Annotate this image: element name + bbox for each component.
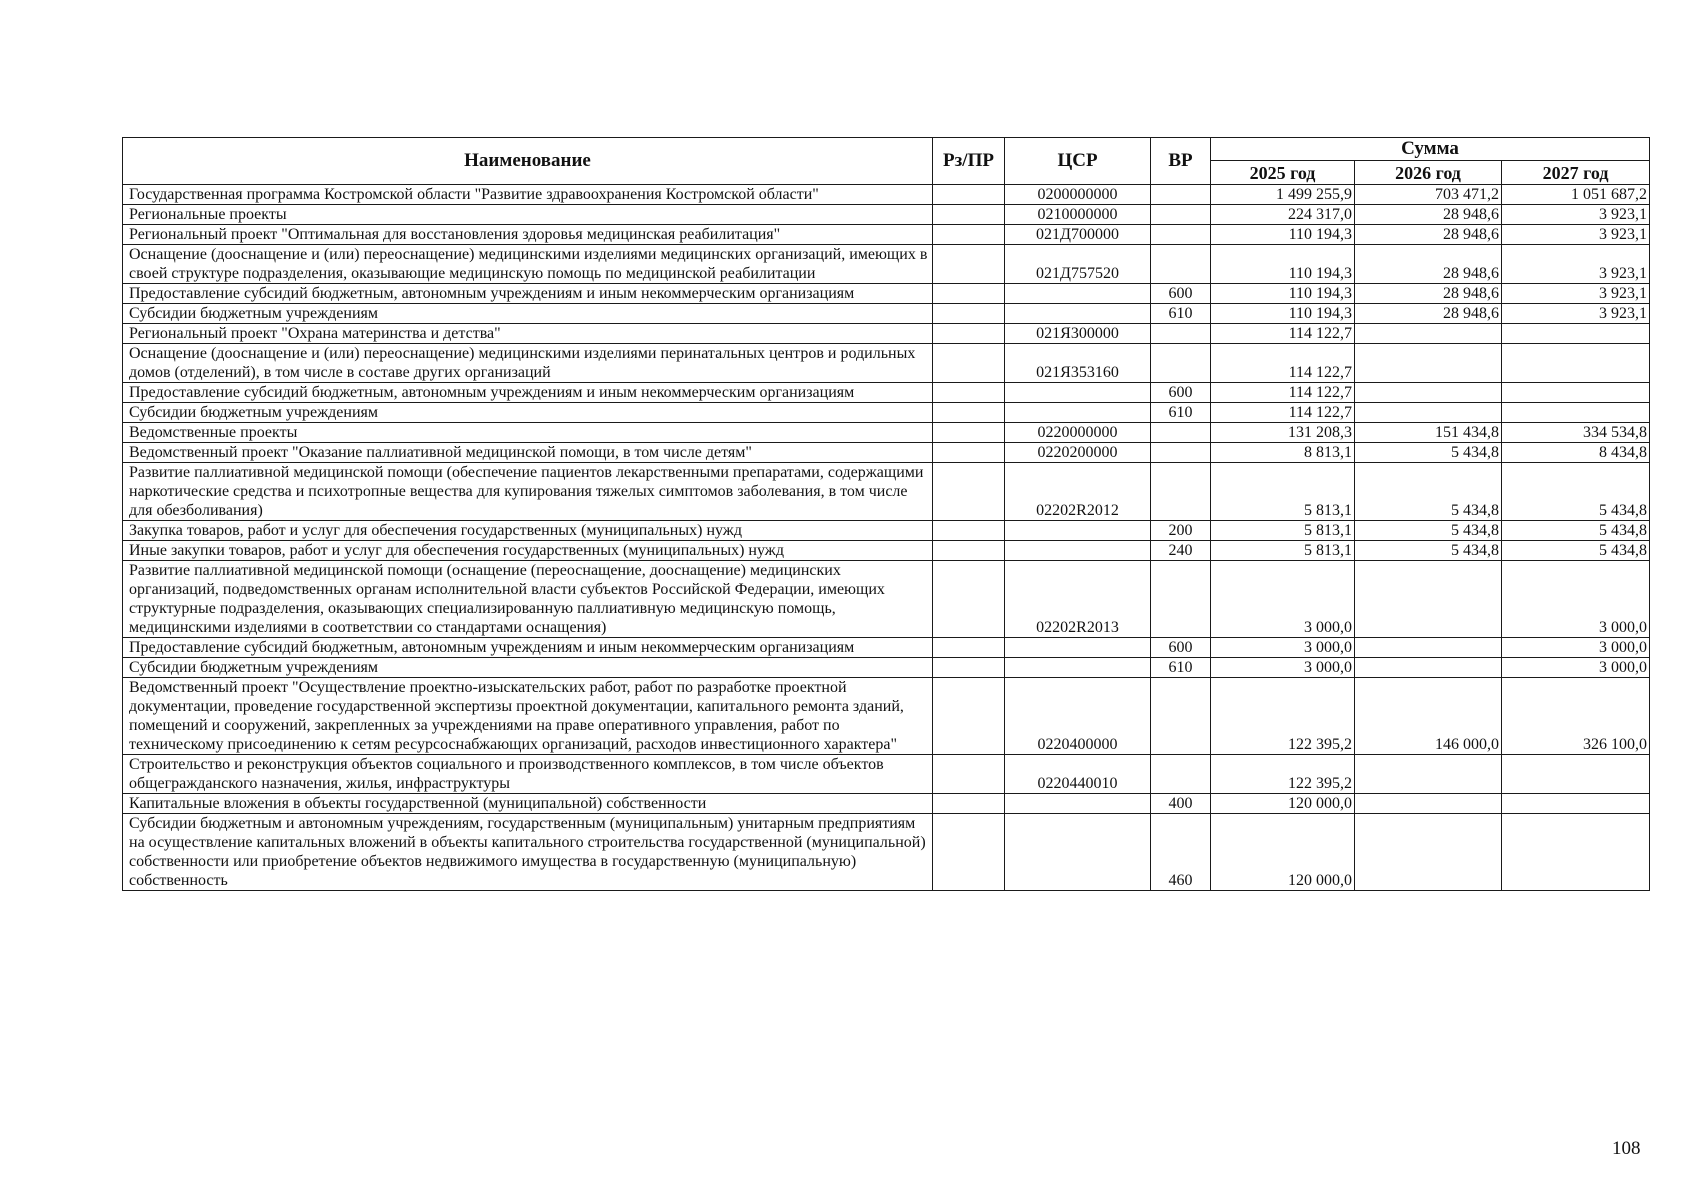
cell-2026 (1355, 324, 1502, 344)
cell-vr: 400 (1151, 794, 1211, 814)
cell-2026 (1355, 658, 1502, 678)
cell-rzpr (933, 755, 1005, 794)
cell-csr (1005, 403, 1151, 423)
cell-name: Капитальные вложения в объекты государственной (муниципальной) собственности (123, 794, 933, 814)
cell-2025: 8 813,1 (1211, 443, 1355, 463)
cell-csr: 0220400000 (1005, 678, 1151, 755)
cell-2026: 151 434,8 (1355, 423, 1502, 443)
cell-2025: 3 000,0 (1211, 638, 1355, 658)
cell-name: Региональные проекты (123, 205, 933, 225)
table-row (123, 794, 1650, 814)
cell-2025: 114 122,7 (1211, 403, 1355, 423)
cell-name: Предоставление субсидий бюджетным, автономным учреждениям и иным некоммерческим организациям (123, 284, 933, 304)
cell-name: Региональный проект "Оптимальная для восстановления здоровья медицинская реабилитация" (123, 225, 933, 245)
cell-2025: 224 317,0 (1211, 205, 1355, 225)
cell-2026 (1355, 755, 1502, 794)
cell-csr: 0200000000 (1005, 185, 1151, 205)
cell-name: Государственная программа Костромской области "Развитие здравоохранения Костромской области" (123, 185, 933, 205)
table-row (123, 521, 1650, 541)
cell-vr: 610 (1151, 658, 1211, 678)
cell-2025: 122 395,2 (1211, 755, 1355, 794)
cell-2027: 8 434,8 (1502, 443, 1650, 463)
budget-table (122, 137, 1650, 891)
cell-name: Ведомственный проект "Осуществление проектно-изыскательских работ, работ по разработке проектной документации, проведение государственной экспертизы проектной документации, капитального ремонта зданий, помещений и сооружений, закрепленных за учреждениями на праве оперативного управления, работ по техническому присоединению к сетям ресурсоснабжающих организаций, расходов инвестиционного характера" (123, 678, 933, 755)
cell-2027: 1 051 687,2 (1502, 185, 1650, 205)
cell-2026 (1355, 344, 1502, 383)
cell-rzpr (933, 678, 1005, 755)
table-body (123, 185, 1650, 891)
table-row (123, 541, 1650, 561)
cell-csr (1005, 521, 1151, 541)
cell-2025: 5 813,1 (1211, 463, 1355, 521)
cell-name: Региональный проект "Охрана материнства и детства" (123, 324, 933, 344)
table-row (123, 638, 1650, 658)
cell-2027 (1502, 755, 1650, 794)
table-row (123, 324, 1650, 344)
table-row (123, 463, 1650, 521)
cell-2027 (1502, 383, 1650, 403)
header-sum: Сумма (1211, 138, 1650, 161)
table-row (123, 658, 1650, 678)
cell-rzpr (933, 324, 1005, 344)
cell-2027: 3 923,1 (1502, 284, 1650, 304)
cell-vr (1151, 205, 1211, 225)
cell-2026: 28 948,6 (1355, 284, 1502, 304)
cell-name: Субсидии бюджетным учреждениям (123, 403, 933, 423)
cell-2026 (1355, 814, 1502, 891)
cell-2026: 5 434,8 (1355, 541, 1502, 561)
cell-csr: 0220440010 (1005, 755, 1151, 794)
cell-name: Оснащение (дооснащение и (или) переоснащение) медицинскими изделиями перинатальных центров и родильных домов (отделений), в том числе в составе других организаций (123, 344, 933, 383)
cell-name: Развитие паллиативной медицинской помощи (оснащение (переоснащение, дооснащение) медицинских организаций, подведомственных органам исполнительной власти субъектов Российской Федерации, имеющих структурные подразделения, оказывающих специализированную паллиативную медицинскую помощь, медицинскими изделиями в соответствии со стандартами оснащения) (123, 561, 933, 638)
cell-vr (1151, 423, 1211, 443)
table-row (123, 561, 1650, 638)
cell-csr (1005, 658, 1151, 678)
cell-vr (1151, 324, 1211, 344)
cell-2025: 110 194,3 (1211, 245, 1355, 284)
cell-vr: 600 (1151, 284, 1211, 304)
cell-2025: 110 194,3 (1211, 304, 1355, 324)
page-number: 108 (1612, 1138, 1641, 1159)
table-row (123, 185, 1650, 205)
cell-2025: 1 499 255,9 (1211, 185, 1355, 205)
cell-rzpr (933, 638, 1005, 658)
cell-csr (1005, 541, 1151, 561)
cell-csr (1005, 794, 1151, 814)
cell-2026: 5 434,8 (1355, 443, 1502, 463)
header-rzpr: Рз/ПР (933, 138, 1005, 185)
cell-2026: 5 434,8 (1355, 521, 1502, 541)
cell-rzpr (933, 423, 1005, 443)
cell-name: Ведомственные проекты (123, 423, 933, 443)
cell-name: Предоставление субсидий бюджетным, автономным учреждениям и иным некоммерческим организациям (123, 383, 933, 403)
cell-vr (1151, 443, 1211, 463)
header-csr: ЦСР (1005, 138, 1151, 185)
header-2026: 2026 год (1355, 161, 1502, 185)
cell-2026: 28 948,6 (1355, 225, 1502, 245)
cell-rzpr (933, 794, 1005, 814)
cell-2026: 28 948,6 (1355, 205, 1502, 225)
table-row (123, 383, 1650, 403)
cell-csr: 021Д700000 (1005, 225, 1151, 245)
cell-csr: 0220200000 (1005, 443, 1151, 463)
cell-name: Предоставление субсидий бюджетным, автономным учреждениям и иным некоммерческим организациям (123, 638, 933, 658)
cell-2027: 3 923,1 (1502, 245, 1650, 284)
cell-rzpr (933, 383, 1005, 403)
cell-2027: 334 534,8 (1502, 423, 1650, 443)
cell-2025: 110 194,3 (1211, 225, 1355, 245)
cell-2027: 5 434,8 (1502, 541, 1650, 561)
cell-2027 (1502, 344, 1650, 383)
table-row (123, 678, 1650, 755)
cell-rzpr (933, 284, 1005, 304)
cell-csr (1005, 814, 1151, 891)
header-name: Наименование (123, 138, 933, 185)
cell-vr: 200 (1151, 521, 1211, 541)
cell-2025: 3 000,0 (1211, 561, 1355, 638)
cell-2025: 120 000,0 (1211, 814, 1355, 891)
cell-csr: 021Д757520 (1005, 245, 1151, 284)
cell-rzpr (933, 541, 1005, 561)
table-row (123, 245, 1650, 284)
cell-2027: 326 100,0 (1502, 678, 1650, 755)
cell-vr (1151, 225, 1211, 245)
table-row (123, 443, 1650, 463)
cell-2025: 5 813,1 (1211, 521, 1355, 541)
table-row (123, 814, 1650, 891)
cell-2025: 110 194,3 (1211, 284, 1355, 304)
cell-2026: 703 471,2 (1355, 185, 1502, 205)
cell-vr (1151, 678, 1211, 755)
cell-csr: 02202R2012 (1005, 463, 1151, 521)
table-row (123, 284, 1650, 304)
cell-2025: 114 122,7 (1211, 383, 1355, 403)
cell-rzpr (933, 185, 1005, 205)
cell-name: Субсидии бюджетным учреждениям (123, 658, 933, 678)
cell-2025: 120 000,0 (1211, 794, 1355, 814)
cell-rzpr (933, 463, 1005, 521)
cell-vr (1151, 463, 1211, 521)
table-row (123, 225, 1650, 245)
cell-csr: 02202R2013 (1005, 561, 1151, 638)
cell-2026 (1355, 638, 1502, 658)
cell-2026 (1355, 794, 1502, 814)
cell-vr (1151, 561, 1211, 638)
cell-csr (1005, 383, 1151, 403)
cell-rzpr (933, 814, 1005, 891)
table-header (123, 138, 1650, 185)
table-row (123, 423, 1650, 443)
cell-rzpr (933, 403, 1005, 423)
cell-vr: 610 (1151, 304, 1211, 324)
table-row (123, 205, 1650, 225)
cell-csr (1005, 304, 1151, 324)
cell-2027 (1502, 403, 1650, 423)
cell-2026: 5 434,8 (1355, 463, 1502, 521)
cell-vr: 240 (1151, 541, 1211, 561)
cell-vr: 600 (1151, 638, 1211, 658)
cell-2027: 5 434,8 (1502, 463, 1650, 521)
table-row (123, 403, 1650, 423)
cell-2026: 146 000,0 (1355, 678, 1502, 755)
cell-rzpr (933, 443, 1005, 463)
cell-2026 (1355, 403, 1502, 423)
cell-2025: 3 000,0 (1211, 658, 1355, 678)
cell-name: Оснащение (дооснащение и (или) переоснащение) медицинскими изделиями медицинских организаций, имеющих в своей структуре подразделения, оказывающие медицинскую помощь по медицинской реабилитации (123, 245, 933, 284)
cell-csr (1005, 638, 1151, 658)
cell-2025: 114 122,7 (1211, 324, 1355, 344)
cell-2027: 3 923,1 (1502, 205, 1650, 225)
cell-vr: 600 (1151, 383, 1211, 403)
cell-csr: 021Я300000 (1005, 324, 1151, 344)
cell-2027 (1502, 794, 1650, 814)
cell-rzpr (933, 521, 1005, 541)
cell-rzpr (933, 245, 1005, 284)
cell-2027: 3 923,1 (1502, 225, 1650, 245)
cell-vr: 610 (1151, 403, 1211, 423)
cell-2025: 131 208,3 (1211, 423, 1355, 443)
cell-2027: 5 434,8 (1502, 521, 1650, 541)
header-vr: ВР (1151, 138, 1211, 185)
cell-2025: 114 122,7 (1211, 344, 1355, 383)
cell-name: Закупка товаров, работ и услуг для обеспечения государственных (муниципальных) нужд (123, 521, 933, 541)
header-2027: 2027 год (1502, 161, 1650, 185)
cell-2027 (1502, 814, 1650, 891)
table-row (123, 755, 1650, 794)
cell-name: Субсидии бюджетным и автономным учреждениям, государственным (муниципальным) унитарным предприятиям на осуществление капитальных вложений в объекты капитального строительства государственной (муниципальной) собственности или приобретение объектов недвижимого имущества в государственную (муниципальную) собственность (123, 814, 933, 891)
cell-2026: 28 948,6 (1355, 245, 1502, 284)
cell-rzpr (933, 304, 1005, 324)
cell-2026 (1355, 561, 1502, 638)
cell-name: Иные закупки товаров, работ и услуг для обеспечения государственных (муниципальных) нужд (123, 541, 933, 561)
cell-name: Субсидии бюджетным учреждениям (123, 304, 933, 324)
cell-vr (1151, 755, 1211, 794)
cell-2027: 3 000,0 (1502, 561, 1650, 638)
cell-2025: 5 813,1 (1211, 541, 1355, 561)
cell-rzpr (933, 658, 1005, 678)
cell-vr: 460 (1151, 814, 1211, 891)
table-row (123, 344, 1650, 383)
cell-2027: 3 923,1 (1502, 304, 1650, 324)
cell-2026 (1355, 383, 1502, 403)
cell-name: Ведомственный проект "Оказание паллиативной медицинской помощи, в том числе детям" (123, 443, 933, 463)
cell-csr: 021Я353160 (1005, 344, 1151, 383)
cell-vr (1151, 344, 1211, 383)
cell-rzpr (933, 344, 1005, 383)
header-2025: 2025 год (1211, 161, 1355, 185)
cell-2027: 3 000,0 (1502, 658, 1650, 678)
table-row (123, 304, 1650, 324)
cell-rzpr (933, 225, 1005, 245)
cell-rzpr (933, 561, 1005, 638)
cell-rzpr (933, 205, 1005, 225)
cell-csr: 0210000000 (1005, 205, 1151, 225)
cell-name: Развитие паллиативной медицинской помощи (обеспечение пациентов лекарственными препаратами, содержащими наркотические средства и психотропные вещества для купирования тяжелых симптомов заболевания, в том числе для обезболивания) (123, 463, 933, 521)
cell-vr (1151, 185, 1211, 205)
cell-csr (1005, 284, 1151, 304)
cell-name: Строительство и реконструкция объектов социального и производственного комплексов, в том числе объектов общегражданского назначения, жилья, инфраструктуры (123, 755, 933, 794)
cell-vr (1151, 245, 1211, 284)
cell-csr: 0220000000 (1005, 423, 1151, 443)
cell-2025: 122 395,2 (1211, 678, 1355, 755)
cell-2027: 3 000,0 (1502, 638, 1650, 658)
cell-2026: 28 948,6 (1355, 304, 1502, 324)
cell-2027 (1502, 324, 1650, 344)
